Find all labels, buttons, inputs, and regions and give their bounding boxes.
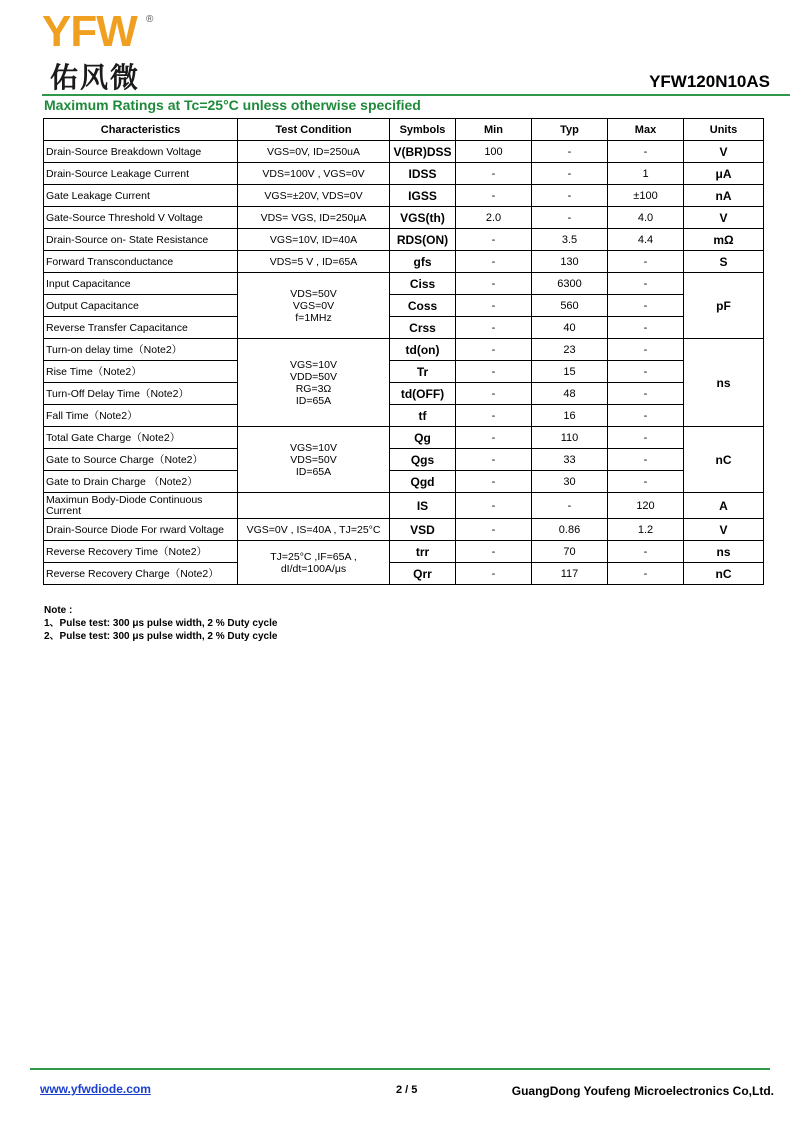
characteristic-cell: Gate to Drain Charge （Note2） [44, 471, 238, 493]
condition-line: VGS=0V [292, 299, 335, 312]
page-number: 2 / 5 [396, 1084, 418, 1096]
max-cell: 120 [608, 493, 684, 519]
registered-mark: ® [146, 14, 154, 25]
unit-cell: nC [684, 563, 764, 585]
table-row [44, 541, 764, 563]
table-row [44, 383, 764, 405]
min-cell: - [456, 295, 532, 317]
typ-cell: 560 [532, 295, 608, 317]
note-item: 1、Pulse test: 300 μs pulse width, 2 % Duty cycle [44, 618, 278, 629]
min-cell: - [456, 251, 532, 273]
table-row [44, 519, 764, 541]
max-cell: - [608, 541, 684, 563]
condition-cell: VGS=0V, ID=250uA [238, 141, 390, 163]
min-cell: - [456, 427, 532, 449]
header-divider [42, 94, 790, 96]
min-cell: - [456, 493, 532, 519]
col-header: Min [456, 119, 532, 141]
typ-cell: 110 [532, 427, 608, 449]
ratings-table [43, 118, 764, 585]
max-cell: 1.2 [608, 519, 684, 541]
max-cell: - [608, 295, 684, 317]
condition-line: VDS=50V [290, 453, 337, 466]
max-cell: - [608, 405, 684, 427]
symbol-cell: IGSS [390, 185, 456, 207]
table-row [44, 339, 764, 361]
typ-cell: 6300 [532, 273, 608, 295]
condition-cell [238, 493, 390, 519]
characteristic-cell: Reverse Recovery Charge（Note2） [44, 563, 238, 585]
condition-line: VDS=50V [290, 287, 337, 300]
min-cell: - [456, 361, 532, 383]
typ-cell: - [532, 493, 608, 519]
min-cell: - [456, 563, 532, 585]
characteristic-cell: Drain-Source Breakdown Voltage [44, 141, 238, 163]
typ-cell: 15 [532, 361, 608, 383]
symbol-cell: td(on) [390, 339, 456, 361]
condition-line: f=1MHz [295, 311, 332, 324]
unit-cell: S [684, 251, 764, 273]
symbol-cell: trr [390, 541, 456, 563]
table-row [44, 207, 764, 229]
characteristic-cell: Turn-Off Delay Time（Note2） [44, 383, 238, 405]
condition-line: TJ=25°C ,IF=65A , [270, 550, 357, 563]
table-row [44, 563, 764, 585]
max-cell: - [608, 273, 684, 295]
typ-cell: - [532, 185, 608, 207]
table-row [44, 273, 764, 295]
table-row [44, 185, 764, 207]
condition-cell: VGS=0V , IS=40A , TJ=25°C [238, 519, 390, 541]
max-cell: 4.4 [608, 229, 684, 251]
min-cell: - [456, 229, 532, 251]
typ-cell: - [532, 163, 608, 185]
min-cell: - [456, 317, 532, 339]
condition-cell: VGS=±20V, VDS=0V [238, 185, 390, 207]
table-row [44, 471, 764, 493]
typ-cell: 0.86 [532, 519, 608, 541]
condition-line: VGS=10V [290, 441, 337, 454]
condition-cell: VGS=10V, ID=40A [238, 229, 390, 251]
characteristic-cell: Input Capacitance [44, 273, 238, 295]
table-row [44, 427, 764, 449]
characteristic-cell: Rise Time（Note2） [44, 361, 238, 383]
unit-cell: ns [684, 339, 764, 427]
table-row [44, 141, 764, 163]
characteristic-cell: Maximun Body-Diode Continuous Current [44, 493, 238, 519]
note-item: 2、Pulse test: 300 μs pulse width, 2 % Duty cycle [44, 631, 278, 642]
typ-cell: 30 [532, 471, 608, 493]
max-cell: - [608, 449, 684, 471]
min-cell: - [456, 519, 532, 541]
unit-cell: nC [684, 427, 764, 493]
col-header: Units [684, 119, 764, 141]
condition-line: ID=65A [295, 394, 332, 407]
typ-cell: 3.5 [532, 229, 608, 251]
min-cell: 100 [456, 141, 532, 163]
condition-cell: VDS= VGS, ID=250μA [238, 207, 390, 229]
symbol-cell: tf [390, 405, 456, 427]
unit-cell: A [684, 493, 764, 519]
symbol-cell: VSD [390, 519, 456, 541]
max-cell: - [608, 361, 684, 383]
unit-cell: V [684, 141, 764, 163]
symbol-cell: VGS(th) [390, 207, 456, 229]
section-title: Maximum Ratings at Tc=25°C unless otherwise specified [44, 97, 421, 113]
typ-cell: 70 [532, 541, 608, 563]
typ-cell: 16 [532, 405, 608, 427]
max-cell: - [608, 251, 684, 273]
max-cell: - [608, 141, 684, 163]
unit-cell: μA [684, 163, 764, 185]
col-header: Max [608, 119, 684, 141]
min-cell: - [456, 383, 532, 405]
unit-cell: V [684, 519, 764, 541]
symbol-cell: IDSS [390, 163, 456, 185]
symbol-cell: Qrr [390, 563, 456, 585]
min-cell: - [456, 405, 532, 427]
typ-cell: 23 [532, 339, 608, 361]
symbol-cell: gfs [390, 251, 456, 273]
max-cell: 1 [608, 163, 684, 185]
symbol-cell: Qg [390, 427, 456, 449]
characteristic-cell: Gate-Source Threshold V Voltage [44, 207, 238, 229]
min-cell: - [456, 449, 532, 471]
characteristic-cell: Gate Leakage Current [44, 185, 238, 207]
symbol-cell: Qgd [390, 471, 456, 493]
symbol-cell: Qgs [390, 449, 456, 471]
max-cell: - [608, 563, 684, 585]
col-header: Typ [532, 119, 608, 141]
max-cell: - [608, 471, 684, 493]
col-header: Test Condition [238, 119, 390, 141]
typ-cell: 117 [532, 563, 608, 585]
symbol-cell: Coss [390, 295, 456, 317]
website-link[interactable]: www.yfwdiode.com [40, 1082, 151, 1096]
footer-divider [30, 1068, 770, 1070]
characteristic-cell: Turn-on delay time（Note2） [44, 339, 238, 361]
symbol-cell: IS [390, 493, 456, 519]
part-number: YFW120N10AS [649, 72, 770, 91]
recovery-condition-cell [238, 541, 390, 585]
unit-cell: mΩ [684, 229, 764, 251]
characteristic-cell: Drain-Source Leakage Current [44, 163, 238, 185]
table-row [44, 317, 764, 339]
table-row [44, 295, 764, 317]
col-header: Symbols [390, 119, 456, 141]
table-row [44, 493, 764, 519]
table-row [44, 405, 764, 427]
condition-line: RG=3Ω [295, 382, 332, 395]
typ-cell: 40 [532, 317, 608, 339]
condition-cell: VDS=100V , VGS=0V [238, 163, 390, 185]
typ-cell: - [532, 207, 608, 229]
min-cell: 2.0 [456, 207, 532, 229]
table-row [44, 229, 764, 251]
max-cell: - [608, 427, 684, 449]
characteristic-cell: Drain-Source Diode For rward Voltage [44, 519, 238, 541]
unit-cell: pF [684, 273, 764, 339]
unit-cell: nA [684, 185, 764, 207]
max-cell: - [608, 339, 684, 361]
table-header-row [44, 119, 764, 141]
min-cell: - [456, 273, 532, 295]
min-cell: - [456, 339, 532, 361]
condition-line: VDD=50V [290, 370, 337, 383]
symbol-cell: V(BR)DSS [390, 141, 456, 163]
max-cell: 4.0 [608, 207, 684, 229]
table-row [44, 361, 764, 383]
characteristic-cell: Forward Transconductance [44, 251, 238, 273]
symbol-cell: Crss [390, 317, 456, 339]
max-cell: - [608, 317, 684, 339]
min-cell: - [456, 185, 532, 207]
switching-condition-cell [238, 339, 390, 427]
characteristic-cell: Reverse Transfer Capacitance [44, 317, 238, 339]
symbol-cell: td(OFF) [390, 383, 456, 405]
min-cell: - [456, 163, 532, 185]
condition-line: ID=65A [295, 465, 332, 478]
table-row [44, 449, 764, 471]
symbol-cell: RDS(ON) [390, 229, 456, 251]
characteristic-cell: Total Gate Charge（Note2） [44, 427, 238, 449]
max-cell: ±100 [608, 185, 684, 207]
gate-charge-condition-cell [238, 427, 390, 493]
typ-cell: 33 [532, 449, 608, 471]
logo-wordmark: YFW [42, 7, 137, 56]
condition-cell: VDS=5 V , ID=65A [238, 251, 390, 273]
symbol-cell: Ciss [390, 273, 456, 295]
min-cell: - [456, 541, 532, 563]
condition-line: dI/dt=100A/μs [280, 562, 347, 575]
logo-chinese-name: 佑风微 [50, 61, 141, 94]
typ-cell: 48 [532, 383, 608, 405]
company-logo [42, 7, 162, 94]
condition-line: VGS=10V [290, 358, 337, 371]
capacitance-condition-cell [238, 273, 390, 339]
notes-block [44, 604, 277, 643]
symbol-cell: Tr [390, 361, 456, 383]
unit-cell: V [684, 207, 764, 229]
unit-cell: ns [684, 541, 764, 563]
table-row [44, 251, 764, 273]
company-name: GuangDong Youfeng Microelectronics Co,Ltd. [511, 1084, 774, 1098]
characteristic-cell: Output Capacitance [44, 295, 238, 317]
characteristic-cell: Reverse Recovery Time（Note2） [44, 541, 238, 563]
max-cell: - [608, 383, 684, 405]
characteristic-cell: Drain-Source on- State Resistance [44, 229, 238, 251]
notes-title: Note : [44, 605, 73, 616]
table-row [44, 163, 764, 185]
typ-cell: - [532, 141, 608, 163]
col-header: Characteristics [44, 119, 238, 141]
typ-cell: 130 [532, 251, 608, 273]
min-cell: - [456, 471, 532, 493]
characteristic-cell: Fall Time（Note2） [44, 405, 238, 427]
characteristic-cell: Gate to Source Charge（Note2） [44, 449, 238, 471]
